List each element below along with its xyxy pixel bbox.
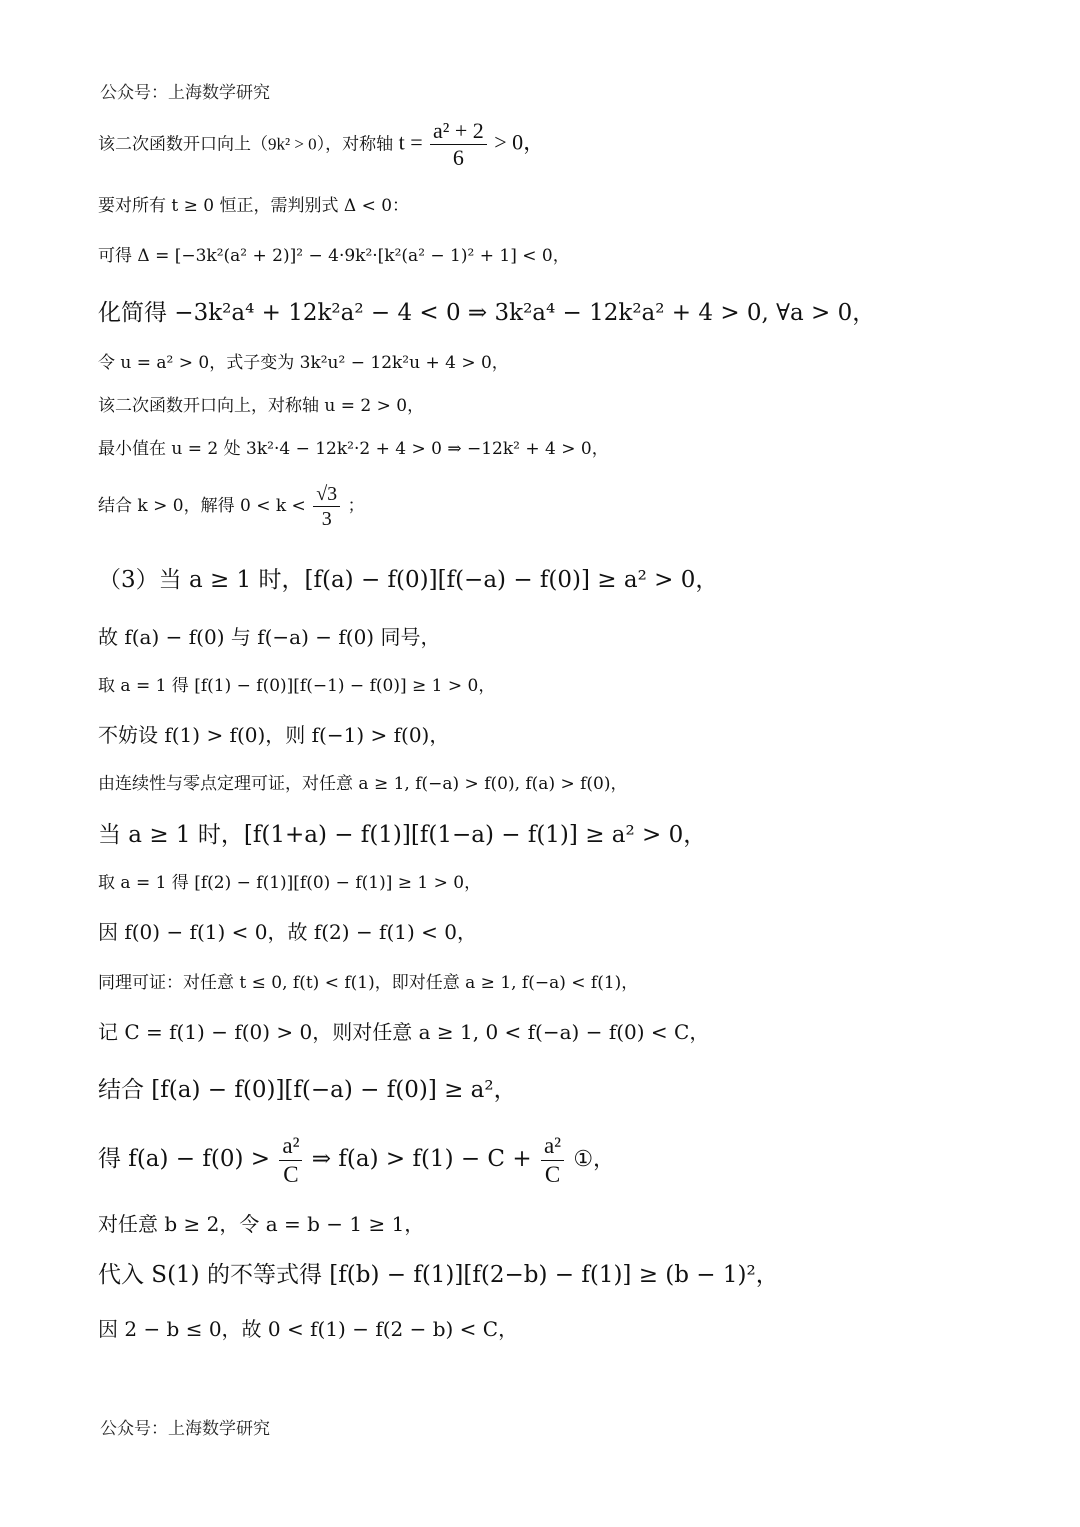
text-line: 不妨设 f(1) > f(0)，则 f(−1) > f(0)， [98,723,450,747]
text-line: 结合 [f(a) − f(0)][f(−a) − f(0)] ≥ a²， [98,1077,517,1103]
text-line: 得 f(a) − f(0) > $\frac{\text{a²}}{C}$ ⇒ f(a) > f(1) − C + $\frac{\text{a²}}{C}$ ①， [98,1133,615,1187]
text-line: 对任意 b ≥ 2，令 a = b − 1 ≥ 1， [98,1212,425,1236]
text-line: 同理可证：对任意 t ≤ 0, f(t) < f(1)，即对任意 a ≥ 1, f(−a) < f(1)， [98,973,639,993]
text-line: 最小值在 u = 2 处 3k²·4 − 12k²·2 + 4 > 0 ⇒ −12k² + 4 > 0， [98,439,609,459]
text-line: 故 f(a) − f(0) 与 f(−a) − f(0) 同号， [98,625,441,649]
text-line: 该二次函数开口向上，对称轴 u = 2 > 0， [98,396,425,416]
text-line: 当 a ≥ 1 时，[f(1+a) − f(1)][f(1−a) − f(1)] ≥ a² > 0， [98,822,707,848]
page-footer: 公众号：上海数学研究 [100,1419,270,1439]
text-line: 取 a = 1 得 [f(2) − f(1)][f(0) − f(1)] ≥ 1 > 0， [98,873,482,893]
text-line: 要对所有 t ≥ 0 恒正，需判别式 Δ < 0： [98,196,410,216]
text-line: 代入 S(1) 的不等式得 [f(b) − f(1)][f(2−b) − f(1)] ≥ (b − 1)²， [98,1262,779,1288]
text-line: 化简得 −3k²a⁴ + 12k²a² − 4 < 0 ⇒ 3k²a⁴ − 12k²a² + 4 > 0, ∀a > 0， [98,300,876,326]
text-line: 记 C = f(1) − f(0) > 0，则对任意 a ≥ 1, 0 < f(−a) − f(0) < C， [98,1020,710,1044]
text-line: 结合 k > 0，解得 0 < k < $\frac{√3}{3}$ ； [98,483,365,530]
fraction: $\frac{\text{a² + 2}}{6}$ [430,118,487,172]
text-line: 取 a = 1 得 [f(1) − f(0)][f(−1) − f(0)] ≥ 1 > 0， [98,676,496,696]
fraction: $\frac{\text{a²}}{C}$ [279,1132,302,1188]
text-line: 该二次函数开口向上（9k² > 0），对称轴 t = $\frac{\text{a² + 2}}{6}$ > 0， [98,118,546,171]
text-line: 由连续性与零点定理可证，对任意 a ≥ 1, f(−a) > f(0), f(a) > f(0)， [98,774,628,794]
fraction: $\frac{\text{a²}}{C}$ [541,1132,564,1188]
fraction: $\frac{√3}{3}$ [313,482,340,531]
text-line: （3）当 a ≥ 1 时，[f(a) − f(0)][f(−a) − f(0)] ≥ a² > 0， [98,567,719,593]
text-line: 因 2 − b ≤ 0，故 0 < f(1) − f(2 − b) < C， [98,1317,519,1341]
text-line: 因 f(0) − f(1) < 0，故 f(2) − f(1) < 0， [98,920,477,944]
text-line: 令 u = a² > 0，式子变为 3k²u² − 12k²u + 4 > 0， [98,353,509,373]
text-line: 可得 Δ = [−3k²(a² + 2)]² − 4·9k²·[k²(a² − 1)² + 1] < 0， [98,246,570,266]
page-header: 公众号：上海数学研究 [100,83,270,103]
